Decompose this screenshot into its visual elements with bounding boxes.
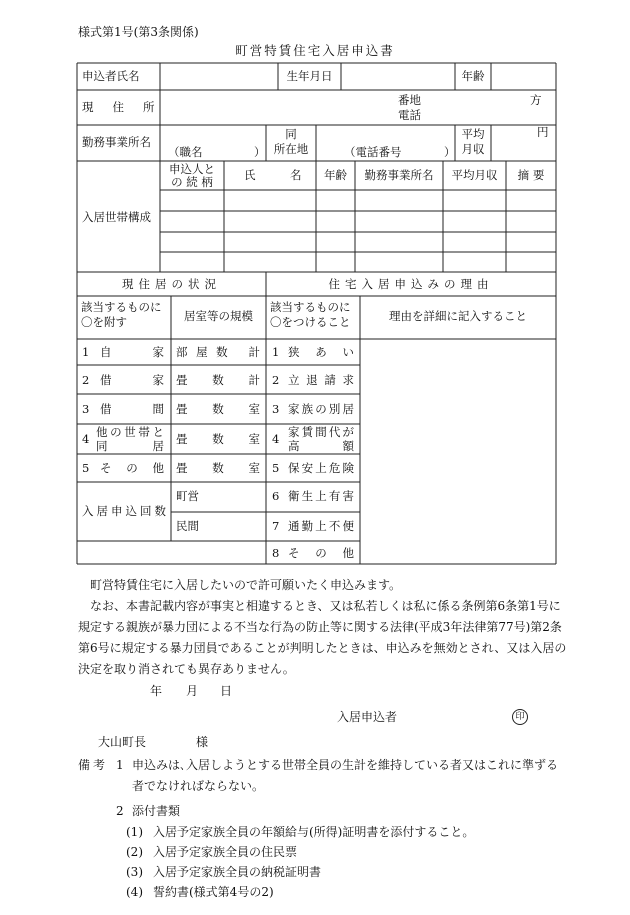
seal-mark: 印 bbox=[512, 709, 528, 725]
reason-4-num: 4 bbox=[272, 432, 280, 446]
attachment-3-text: 入居予定家族全員の納税証明書 bbox=[153, 865, 322, 879]
res-col-applicable-line2: 〇を附す bbox=[81, 315, 127, 329]
declaration-line1: 町営特賃住宅に入居したいので許可願いたく申込みます。 bbox=[90, 578, 402, 592]
reason-6-num: 6 bbox=[272, 489, 280, 503]
same-location-line2: 所在地 bbox=[273, 142, 309, 156]
res-col-applicable-line1: 該当するものに bbox=[81, 300, 162, 314]
declaration-line3: 規定する親族が暴力団による不当な行為の防止等に関する法律(平成3年法律第77号)第2条 bbox=[78, 620, 562, 634]
res-row-4-type-line1: 他の世帯と bbox=[96, 425, 164, 439]
yen-unit: 円 bbox=[537, 125, 549, 139]
col-remarks: 摘 要 bbox=[517, 168, 545, 182]
col-age: 年齢 bbox=[324, 168, 347, 182]
date-day: 日 bbox=[220, 684, 233, 698]
address-banchi: 番地 bbox=[398, 93, 421, 107]
age-label: 年齢 bbox=[461, 69, 485, 83]
attachment-2-text: 入居予定家族全員の住民票 bbox=[153, 845, 298, 859]
reason-5-text: 保安上危険 bbox=[288, 461, 354, 475]
avg-income-line1: 平均 bbox=[461, 127, 485, 141]
res-row-1-size: 部屋数 計 bbox=[176, 345, 260, 359]
col-relation-line1: 申込人と bbox=[169, 162, 215, 176]
col-name-a: 氏 bbox=[244, 168, 256, 182]
attachment-3-num: (3) bbox=[126, 865, 143, 879]
reason-4-text-line1: 家賃間代が bbox=[288, 425, 354, 439]
res-col-size: 居室等の規模 bbox=[184, 309, 253, 323]
note-1-line1: 申込みは､入居しようとする世帯全員の生計を維持している者又はこれに準ずる bbox=[132, 758, 559, 772]
date-year: 年 bbox=[150, 684, 163, 698]
col-relation-line2: の 続 柄 bbox=[171, 175, 213, 189]
avg-income-line2: 月収 bbox=[461, 142, 485, 156]
res-row-5-size: 畳 数 室 bbox=[176, 461, 260, 475]
applicant-signature-label: 入居申込者 bbox=[337, 710, 398, 724]
declaration-line4: 第6号に規定する暴力団員であることが判明したときは、申込みを無効とされ、又は入居の bbox=[78, 641, 567, 655]
note-1-num: 1 bbox=[116, 758, 124, 772]
res-row-5-type: その他 bbox=[100, 461, 164, 475]
attachment-4-num: (4) bbox=[126, 885, 143, 899]
apply-count-private: 民間 bbox=[176, 519, 199, 533]
res-row-3-num: 3 bbox=[82, 402, 90, 416]
res-row-1-type: 自家 bbox=[100, 345, 164, 359]
res-row-4-num: 4 bbox=[82, 432, 90, 446]
attachment-4-text: 誓約書(様式第4号の2) bbox=[153, 885, 274, 899]
res-row-2-size: 畳 数 計 bbox=[176, 373, 260, 387]
addressee-honorific: 様 bbox=[196, 735, 209, 749]
attachment-2-num: (2) bbox=[126, 845, 143, 859]
phone-open: （電話番号 bbox=[344, 145, 402, 159]
res-row-1-num: 1 bbox=[82, 345, 90, 359]
reason-4-text-line2: 高 額 bbox=[288, 439, 354, 453]
reason-5-num: 5 bbox=[272, 461, 280, 475]
res-row-2-num: 2 bbox=[82, 373, 90, 387]
attachment-1-num: (1) bbox=[126, 825, 143, 839]
notes-label: 備考 bbox=[78, 758, 109, 772]
reason-6-text: 衛生上有害 bbox=[288, 489, 354, 503]
household-section-label: 入居世帯構成 bbox=[82, 210, 151, 224]
reason-7-num: 7 bbox=[272, 519, 280, 533]
declaration-line2: なお、本書記載内容が事実と相違するとき、又は私若しくは私に係る条例第6条第1号に bbox=[90, 599, 561, 613]
same-location-line1: 同 bbox=[285, 127, 297, 141]
apply-count-label: 入居申込回数 bbox=[82, 504, 166, 518]
note-2-num: 2 bbox=[116, 804, 124, 818]
reason-3-text: 家族の別居 bbox=[288, 402, 354, 416]
reason-8-num: 8 bbox=[272, 546, 280, 560]
reason-col-applicable-line2: 〇をつけること bbox=[270, 315, 351, 329]
res-row-3-type: 借間 bbox=[100, 402, 164, 416]
job-title-close: ） bbox=[254, 145, 266, 159]
job-title-open: （職名 bbox=[168, 145, 203, 159]
note-2-title: 添付書類 bbox=[132, 804, 181, 818]
declaration-line5: 決定を取り消されても異存ありません。 bbox=[78, 662, 295, 676]
addressee: 大山町長 bbox=[98, 735, 147, 749]
reason-2-text: 立退請求 bbox=[288, 373, 354, 387]
reason-2-num: 2 bbox=[272, 373, 280, 387]
phone-close: ） bbox=[444, 145, 456, 159]
date-month: 月 bbox=[186, 684, 199, 698]
address-phone-label: 電話 bbox=[398, 108, 421, 122]
address-kata: 方 bbox=[530, 93, 542, 107]
form-number: 様式第1号(第3条関係) bbox=[78, 25, 199, 39]
res-row-5-num: 5 bbox=[82, 461, 90, 475]
document-title: 町営特賃住宅入居申込書 bbox=[235, 43, 395, 58]
workplace-label: 勤務事業所名 bbox=[82, 135, 151, 149]
birthdate-label: 生年月日 bbox=[286, 69, 333, 83]
reason-col-detail: 理由を詳細に記入すること bbox=[389, 309, 527, 323]
reason-8-text: そ の 他 bbox=[288, 546, 354, 560]
reasons-header: 住宅入居申込みの理由 bbox=[328, 277, 494, 291]
applicant-name-label: 申込者氏名 bbox=[82, 69, 140, 83]
reason-3-num: 3 bbox=[272, 402, 280, 416]
reason-col-applicable-line1: 該当するものに bbox=[270, 300, 351, 314]
reason-1-num: 1 bbox=[272, 345, 280, 359]
note-1-line2: 者でなければならない。 bbox=[132, 779, 265, 793]
res-row-4-size: 畳 数 室 bbox=[176, 432, 260, 446]
res-row-4-type-line2: 同 居 bbox=[96, 439, 164, 453]
res-row-2-type: 借家 bbox=[100, 373, 164, 387]
reason-7-text: 通勤上不便 bbox=[288, 519, 354, 533]
address-label: 現住所 bbox=[82, 100, 174, 114]
apply-count-town: 町営 bbox=[176, 489, 199, 503]
col-workplace: 勤務事業所名 bbox=[364, 168, 434, 182]
current-residence-header: 現住居の状況 bbox=[122, 277, 221, 291]
col-income: 平均月収 bbox=[451, 168, 498, 182]
attachment-1-text: 入居予定家族全員の年額給与(所得)証明書を添付すること。 bbox=[153, 825, 475, 839]
res-row-3-size: 畳 数 室 bbox=[176, 402, 260, 416]
col-name-b: 名 bbox=[290, 168, 302, 182]
reason-1-text: 狭 あ い bbox=[288, 345, 354, 359]
